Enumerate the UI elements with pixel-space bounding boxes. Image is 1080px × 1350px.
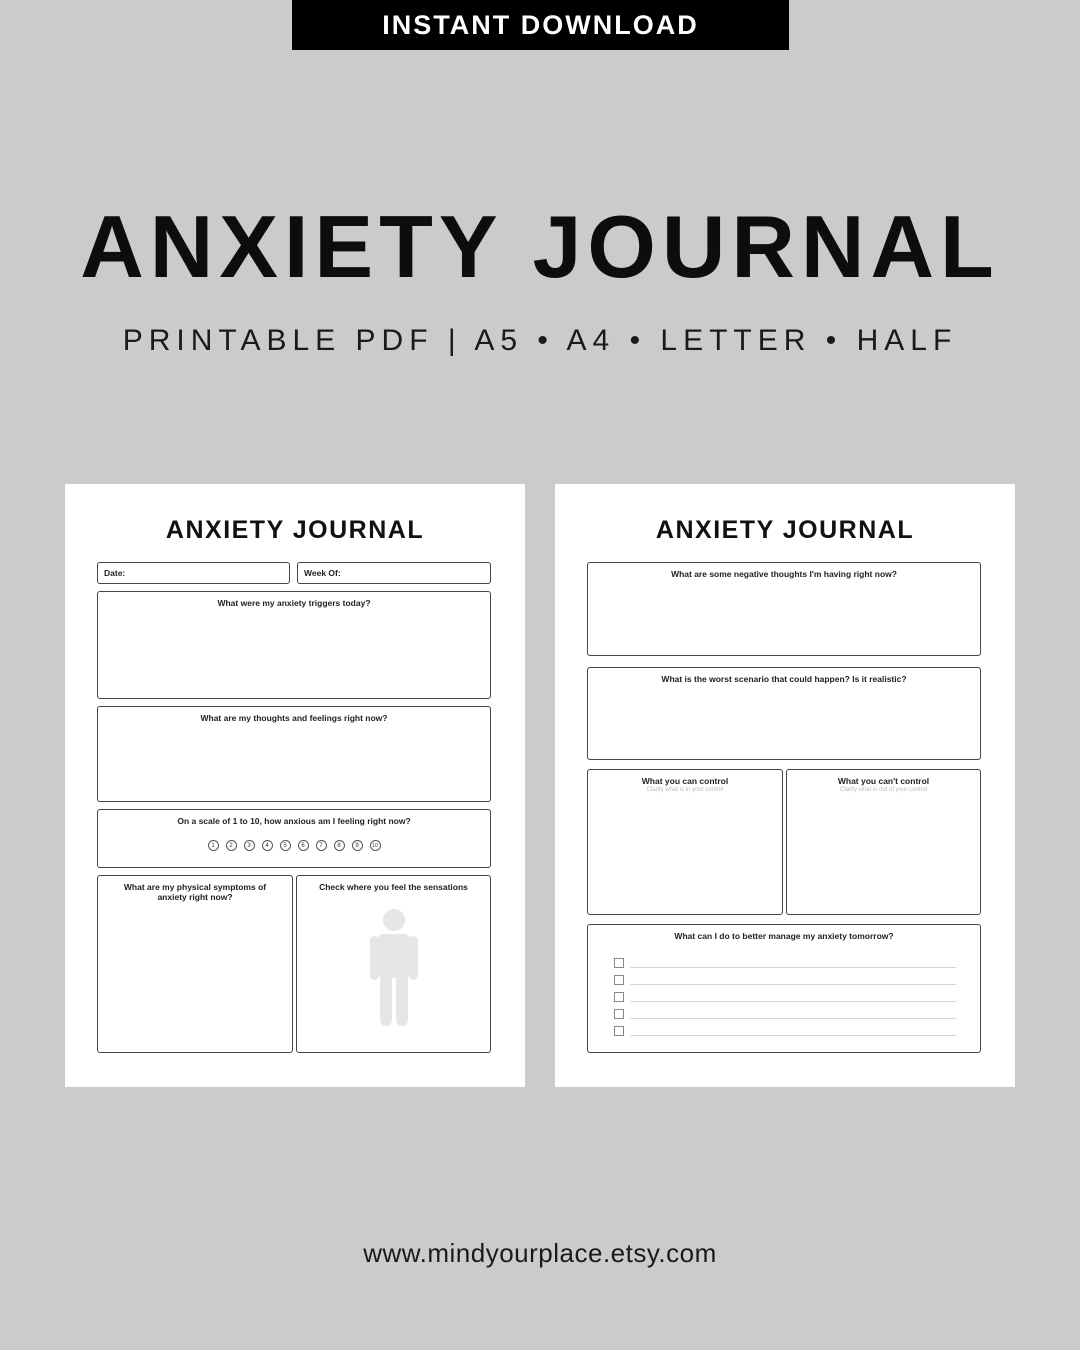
- scale-option-5: 5: [280, 840, 291, 851]
- scale-option-9: 9: [352, 840, 363, 851]
- cant-control-hint: Clarify what is out of your control: [839, 787, 928, 793]
- scale-option-7: 7: [316, 840, 327, 851]
- date-field: [97, 562, 290, 584]
- human-body-icon: [369, 908, 419, 1028]
- can-control-box: [587, 769, 783, 915]
- instant-download-banner: INSTANT DOWNLOAD: [292, 0, 789, 50]
- write-line: [630, 1026, 956, 1036]
- write-line: [630, 992, 956, 1002]
- week-of-label: Week Of:: [304, 568, 341, 578]
- sensations-question: Check where you feel the sensations: [319, 882, 468, 892]
- thoughts-box: [97, 706, 491, 802]
- tomorrow-question: What can I do to better manage my anxiety tomorrow?: [674, 931, 894, 941]
- scale-question: On a scale of 1 to 10, how anxious am I feeling right now?: [177, 816, 411, 826]
- scale-option-8: 8: [334, 840, 345, 851]
- checklist-row: [614, 1022, 956, 1039]
- checkbox: [614, 992, 624, 1002]
- cant-control-question: What you can't control: [837, 776, 930, 786]
- scale-option-3: 3: [244, 840, 255, 851]
- write-line: [630, 975, 956, 985]
- page-title: ANXIETY JOURNAL: [655, 516, 915, 544]
- checkbox: [614, 975, 624, 985]
- can-control-hint: Clarify what is in your control: [646, 787, 724, 793]
- scale-option-4: 4: [262, 840, 273, 851]
- footer-url[interactable]: www.mindyourplace.etsy.com: [363, 1238, 717, 1268]
- week-of-field: [297, 562, 491, 584]
- triggers-box: [97, 591, 491, 699]
- checkbox: [614, 958, 624, 968]
- checklist-row: [614, 972, 956, 989]
- checkbox: [614, 1026, 624, 1036]
- worst-scenario-box: [587, 667, 981, 760]
- checklist-row: [614, 989, 956, 1006]
- scale-option-2: 2: [226, 840, 237, 851]
- thoughts-question: What are my thoughts and feelings right now?: [200, 713, 388, 723]
- main-title: ANXIETY JOURNAL: [80, 197, 1000, 296]
- checklist-row: [614, 1005, 956, 1022]
- sensations-box: [296, 875, 491, 1053]
- cant-control-box: [786, 769, 981, 915]
- page-title: ANXIETY JOURNAL: [165, 516, 425, 544]
- triggers-question: What were my anxiety triggers today?: [217, 598, 371, 608]
- subtitle: PRINTABLE PDF | A5 • A4 • LETTER • HALF: [122, 324, 958, 357]
- symptoms-box: [97, 875, 293, 1053]
- scale-option-1: 1: [208, 840, 219, 851]
- write-line: [630, 958, 956, 968]
- symptoms-question: What are my physical symptoms of anxiety right now?: [123, 882, 267, 902]
- can-control-question: What you can control: [641, 776, 729, 786]
- worst-scenario-question: What is the worst scenario that could happen? Is it realistic?: [661, 674, 907, 684]
- negative-thoughts-question: What are some negative thoughts I'm having right now?: [671, 569, 897, 579]
- scale-box: [97, 809, 491, 868]
- journal-page-right: [555, 484, 1015, 1087]
- date-label: Date:: [104, 568, 126, 578]
- negative-thoughts-box: [587, 562, 981, 656]
- journal-page-left: [65, 484, 525, 1087]
- anxiety-scale: [98, 840, 490, 851]
- checklist: [614, 955, 956, 1039]
- checkbox: [614, 1009, 624, 1019]
- checklist-row: [614, 955, 956, 972]
- scale-option-6: 6: [298, 840, 309, 851]
- write-line: [630, 1009, 956, 1019]
- tomorrow-box: [587, 924, 981, 1053]
- scale-option-10: 10: [370, 840, 381, 851]
